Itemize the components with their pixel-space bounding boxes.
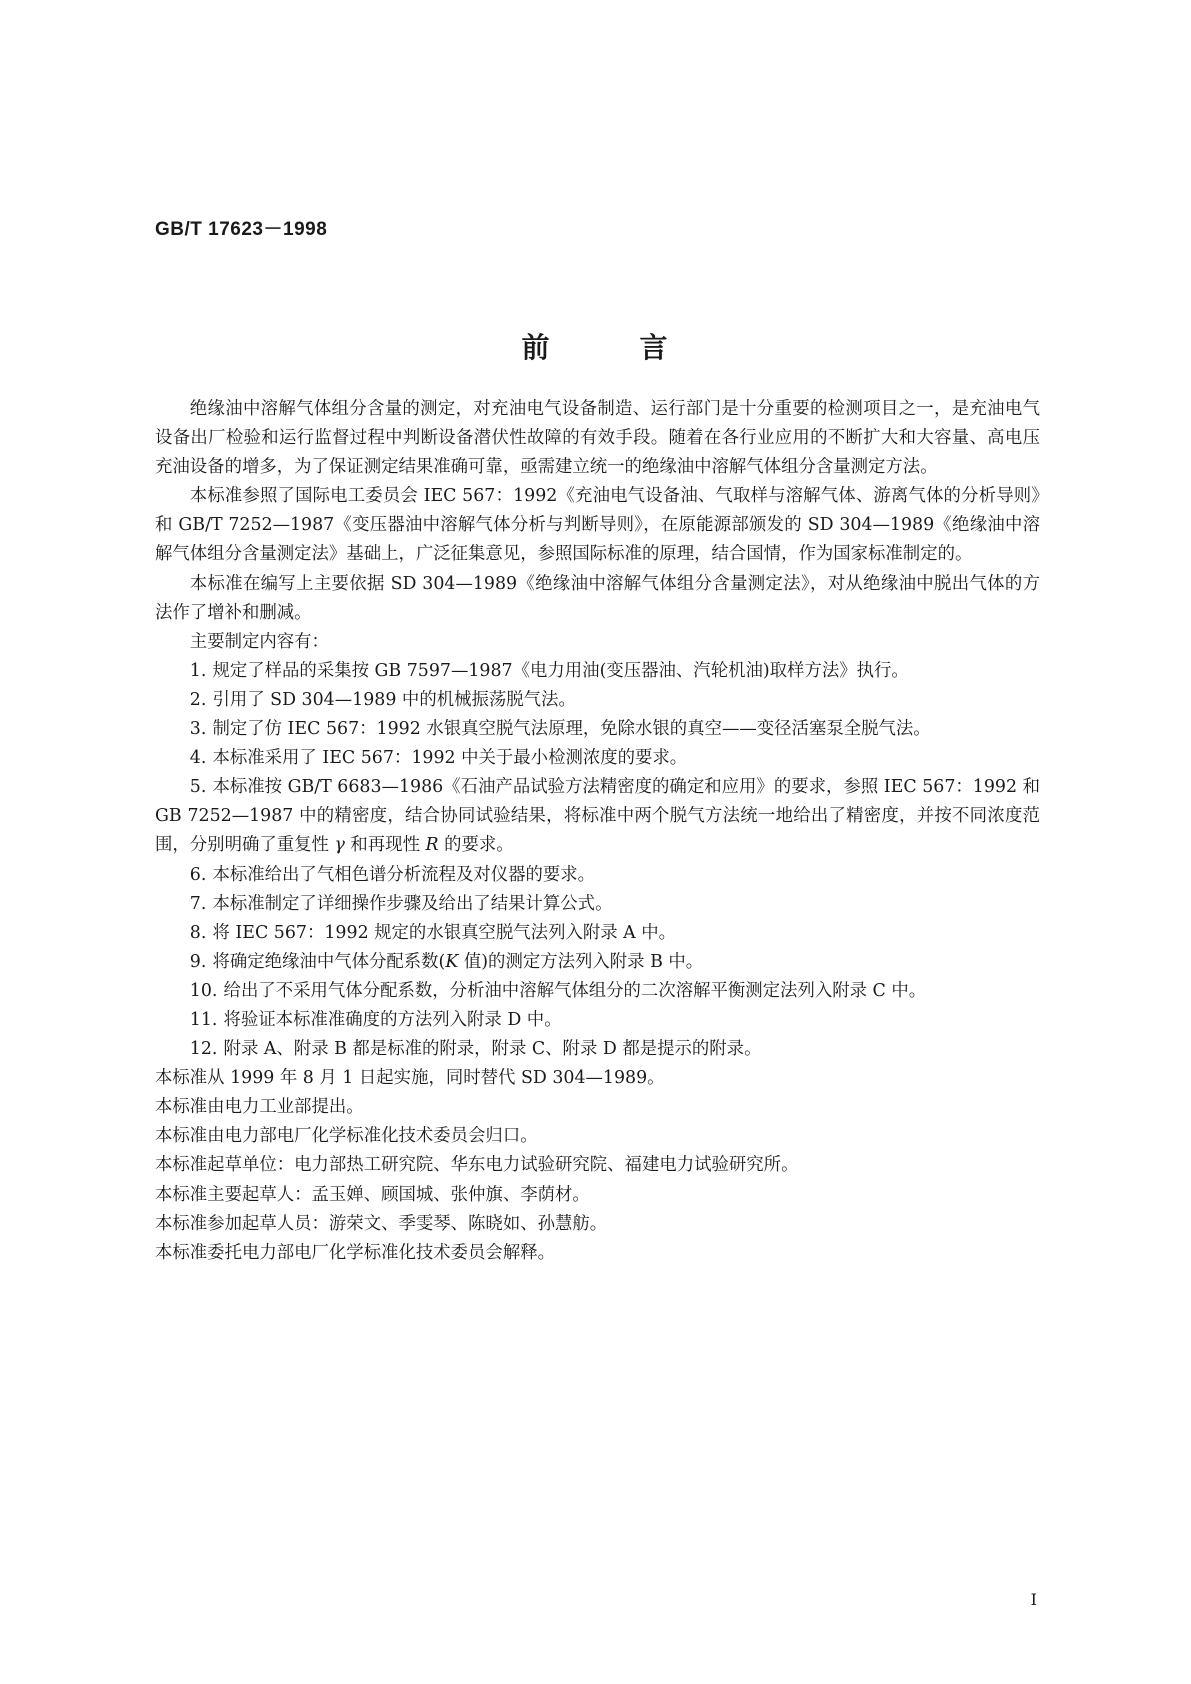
item-number: 3. [189,719,207,740]
closing-line: 本标准起草单位：电力部热工研究院、华东电力试验研究院、福建电力试验研究所。 [155,1155,799,1176]
list-item [155,657,1040,686]
paragraph: 主要制定内容有： [189,631,329,652]
page-number: I [1030,1590,1037,1609]
item-number: 7. [189,893,207,914]
variable-gamma: γ [334,835,345,856]
item-text: 本标准制定了详细操作步骤及给出了结果计算公式。 [212,893,613,914]
list-item [155,977,1040,1006]
item-text: 规定了样品的采集按 GB 7597—1987《电力用油(变压器油、汽轮机油)取样方法》执行。 [212,660,909,681]
variable-k: K [445,951,459,972]
closing-line: 本标准从 1999 年 8 月 1 日起实施，同时替代 SD 304—1989。 [155,1068,665,1089]
list-item [155,1035,1040,1064]
title-char-2: 言 [639,331,670,364]
list-item [155,948,1040,977]
item-text: 本标准按 GB/T 6683—1986《石油产品试验方法精密度的确定和应用》的要求，参照 IEC 567：1992 和 GB 7252—1987 中的精密度，结合协同试验结果，将标准中两个脱气方法统一地给出了精密度，并按不同浓度范围，分别明确了重复性 [155,777,1040,856]
item-text: 给出了不采用气体分配系数，分析油中溶解气体组分的二次溶解平衡测定法列入附录 C 中。 [223,980,927,1001]
item-text: 本标准给出了气相色谱分析流程及对仪器的要求。 [212,864,596,885]
closing-line: 本标准参加起草人员：游荣文、季雯琴、陈晓如、孙慧舫。 [155,1213,608,1234]
item-text: 引用了 SD 304—1989 中的机械振荡脱气法。 [212,689,576,710]
list-item [155,744,1040,773]
paragraph: 本标准参照了国际电工委员会 IEC 567：1992《充油电气设备油、气取样与溶解气体、游离气体的分析导则》和 GB/T 7252—1987《变压器油中溶解气体分析与判断导则》，在原能源部颁发的 SD 304—1989《绝缘油中溶解气体组分含量测定法》基础上，广泛征集意见，参照国际标准的原理，结合国情，作为国家标准制定的。 [155,486,1040,565]
item-number: 9. [189,951,207,972]
title-char-1: 前 [521,331,552,364]
item-text: 附录 A、附录 B 都是标准的附录，附录 C、附录 D 都是提示的附录。 [223,1039,762,1060]
list-item [155,686,1040,715]
list-item [155,919,1040,948]
page-title [0,326,1191,366]
closing-line: 本标准主要起草人：孟玉婵、顾国城、张仲旗、李荫材。 [155,1184,590,1205]
item-number: 5. [189,777,207,798]
list-item [155,890,1040,919]
paragraph: 绝缘油中溶解气体组分含量的测定，对充油电气设备制造、运行部门是十分重要的检测项目之一，是充油电气设备出厂检验和运行监督过程中判断设备潜伏性故障的有效手段。随着在各行业应用的不断扩大和大容量、高电压充油设备的增多，为了保证测定结果准确可靠，亟需建立统一的绝缘油中溶解气体组分含量测定方法。 [155,399,1040,478]
list-item [155,715,1040,744]
closing-line: 本标准由电力部电厂化学标准化技术委员会归口。 [155,1126,538,1147]
list-item [155,1006,1040,1035]
item-number: 2. [189,689,207,710]
standard-code: GB/T 17623－1998 [155,219,328,240]
item-number: 11. [189,1009,218,1030]
item-number: 6. [189,864,207,885]
closing-line: 本标准由电力工业部提出。 [155,1097,364,1118]
list-item [155,773,1040,860]
item-text: 和再现性 [350,835,420,856]
item-number: 4. [189,748,207,769]
item-number: 10. [189,980,218,1001]
foreword-body [155,395,1040,1268]
list-item [155,861,1040,890]
item-text: 值)的测定方法列入附录 B 中。 [458,951,704,972]
item-number: 12. [189,1039,218,1060]
item-number: 8. [189,922,207,943]
paragraph: 本标准在编写上主要依据 SD 304—1989《绝缘油中溶解气体组分含量测定法》，对从绝缘油中脱出气体的方法作了增补和删减。 [155,573,1040,623]
item-text: 本标准采用了 IEC 567：1992 中关于最小检测浓度的要求。 [212,748,688,769]
variable-r: R [425,835,439,856]
item-text: 将验证本标准准确度的方法列入附录 D 中。 [223,1009,562,1030]
closing-line: 本标准委托电力部电厂化学标准化技术委员会解释。 [155,1242,555,1263]
item-number: 1. [189,660,207,681]
item-text: 制定了仿 IEC 567：1992 水银真空脱气法原理，免除水银的真空——变径活塞泵全脱气法。 [212,719,931,740]
item-text: 的要求。 [444,835,514,856]
item-text: 将 IEC 567：1992 规定的水银真空脱气法列入附录 A 中。 [212,922,677,943]
item-text: 将确定绝缘油中气体分配系数( [212,951,446,972]
